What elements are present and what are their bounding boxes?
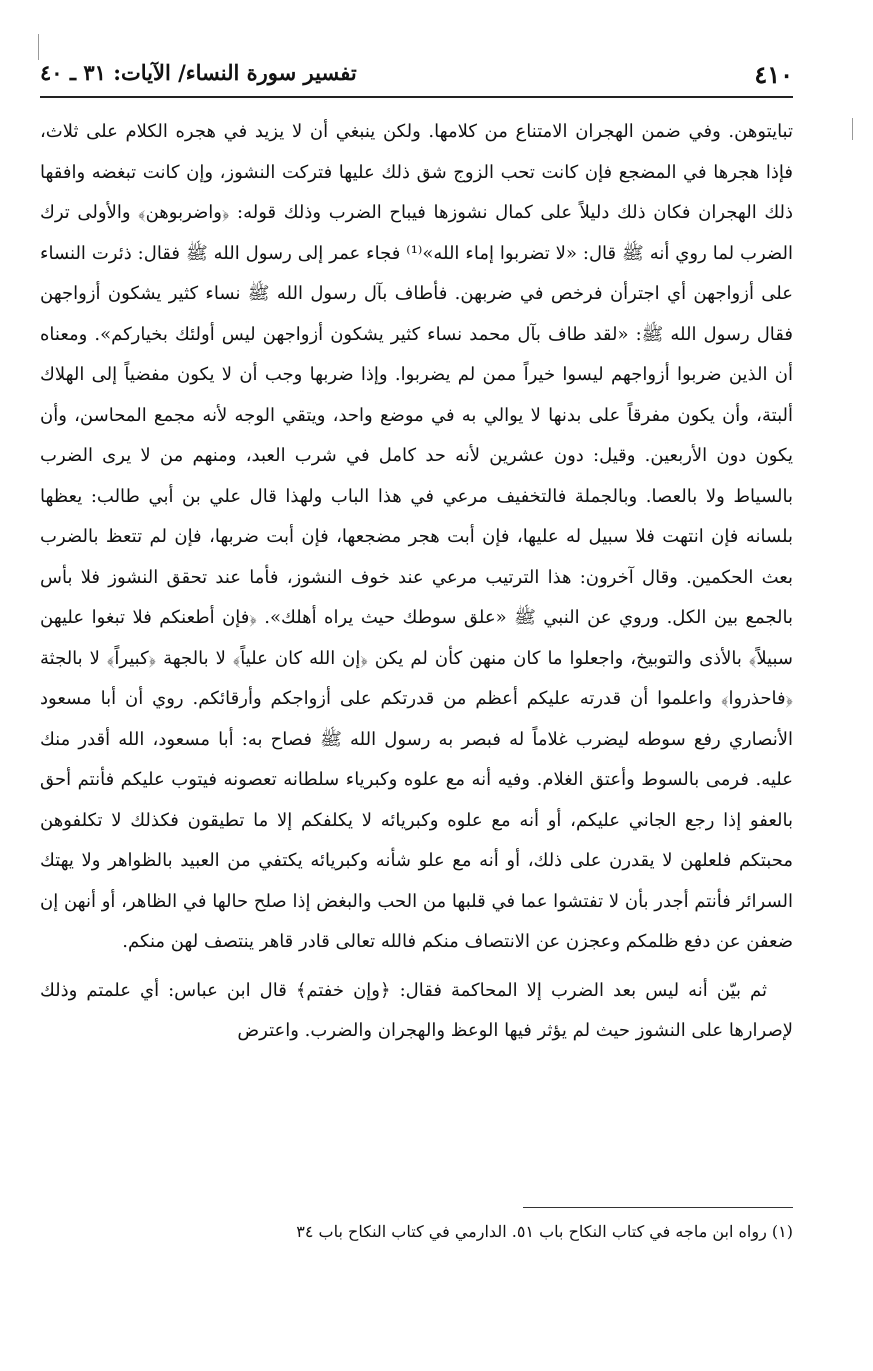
page-number: ٤١٠ xyxy=(754,60,793,89)
body-paragraph: تبايتوهن. وفي ضمن الهجران الامتناع من كلامها. ولكن ينبغي أن لا يزيد في هجره الكلام على ثلاث، فإذا هجرها في المضجع فإن كانت تحب الزوج شق ذلك عليها فتركت النشوز، وإن كانت تبغضه وافقها ذلك الهجران فكان ذلك دليلاً على كمال نشوزها فيباح الضرب وذلك قوله: ﴿واضربوهن﴾ والأولى ترك الضرب لما روي أنه ﷺ قال: «لا تضربوا إماء الله»⁽¹⁾ فجاء عمر إلى رسول الله ﷺ فقال: ذئرت النساء على أزواجهن أي اجترأن فرخص في ضربهن. فأطاف بآل رسول الله ﷺ نساء كثير يشكون أزواجهن فقال رسول الله ﷺ: «لقد طاف بآل محمد نساء كثير يشكون أزواجهن ليس أولئك بخياركم». ومعناه أن الذين ضربوا أزواجهم ليسوا خيراً ممن لم يضربوا. وإذا ضربها وجب أن لا يكون مفضياً إلى الهلاك ألبتة، وأن يكون مفرقاً على بدنها لا يوالي به في موضع واحد، ويتقي الوجه لأنه مجمع المحاسن، وأن يكون دون الأربعين. وقيل: دون عشرين لأنه حد كامل في شرب العبد، ومنهم من لا يرى الضرب بالسياط ولا بالعصا. وبالجملة فالتخفيف مرعي في هذا الباب ولهذا قال علي بن أبي طالب: يعظها بلسانه فإن انتهت فلا سبيل له عليها، فإن أبت هجر مضجعها، فإن أبت ضربها، فإن لم تتعظ بالضرب بعث الحكمين. وقال آخرون: هذا الترتيب مرعي عند خوف النشوز، فأما عند تحقق النشوز فلا بأس بالجمع بين الكل. وروي عن النبي ﷺ «علق سوطك حيث يراه أهلك». ﴿فإن أطعنكم فلا تبغوا عليهن سبيلاً﴾ بالأذى والتوبيخ، واجعلوا ما كان منهن كأن لم يكن ﴿إن الله كان علياً﴾ لا بالجهة ﴿كبيراً﴾ لا بالجثة ﴿فاحذروا﴾ واعلموا أن قدرته عليكم أعظم من قدرتكم على أزواجكم وأرقائكم. روي أن أبا مسعود الأنصاري رفع سوطه ليضرب غلاماً له فبصر به رسول الله ﷺ فصاح به: أبا مسعود، الله أقدر منك عليه. فرمى بالسوط وأعتق الغلام. وفيه أنه مع علوه وكبرياء سلطانه تعصونه فيتوب عليكم فأنتم أحق بالعفو إذا رجع الجاني عليكم، أو أنه مع علوه وكبريائه لا يكلفكم إلا ما تطيقون فكذلك لا تكلفوهن محبتكم فلعلهن لا يقدرن على ذلك، أو أنه مع علو شأنه وكبريائه يكتفي من العبيد بالظواهر ولا يهتك السرائر فأنتم أجدر بأن لا تفتشوا عما في قلبها من الحب والبغض إذا صلح حالها في الظاهر، أو أنهن إن ضعفن عن دفع ظلمكم وعجزن عن الانتصاف منكم فالله تعالى قادر قاهر ينتصف لهن منكم. xyxy=(40,121,794,952)
scan-margin-mark xyxy=(852,118,853,140)
footnote: (١) رواه ابن ماجه في كتاب النكاح باب ٥١. الدارمي في كتاب النكاح باب ٣٤ xyxy=(296,1222,793,1241)
body-text xyxy=(40,112,793,1052)
running-title: تفسير سورة النساء/ الآيات: ٣١ ـ ٤٠ xyxy=(40,60,357,85)
body-paragraph: ثم بيّن أنه ليس بعد الضرب إلا المحاكمة فقال: ﴿وإن خفتم﴾ قال ابن عباس: أي علمتم وذلك لإصرارها على النشوز حيث لم يؤثر فيها الوعظ والهجران والضرب. واعترض xyxy=(40,979,793,1041)
header-divider xyxy=(40,96,793,98)
footnote-divider xyxy=(523,1207,793,1208)
scan-margin-mark xyxy=(38,34,39,60)
page-header xyxy=(40,60,793,96)
